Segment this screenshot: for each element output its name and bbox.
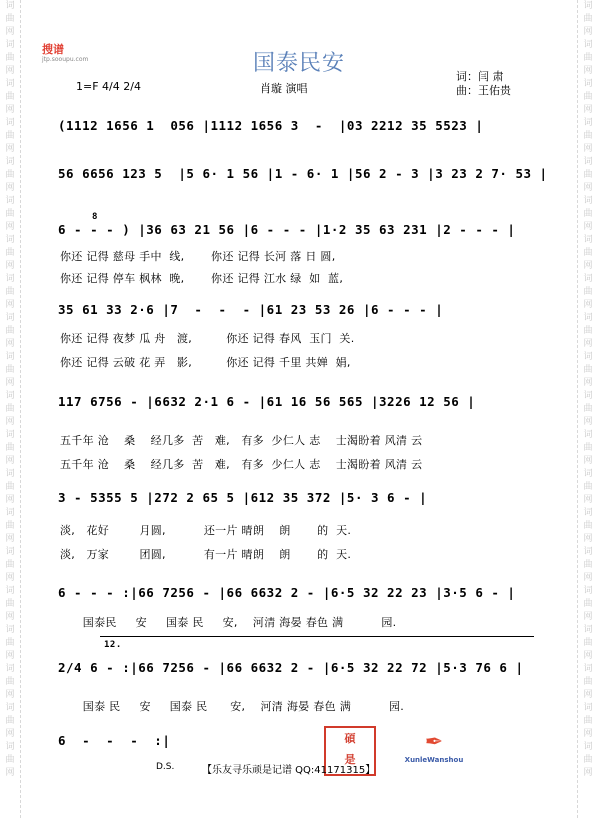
watermark-char: 曲 bbox=[583, 716, 593, 726]
watermark-char: 曲 bbox=[583, 287, 593, 297]
watermark-char: 网 bbox=[583, 729, 593, 739]
score-line-8: 2/4 6 - :|66 7256 - |66 6632 2 - |6·5 32 22 72 |5·3 76 6 | bbox=[58, 660, 524, 675]
ds-mark: D.S. bbox=[156, 762, 175, 772]
watermark-char: 词 bbox=[583, 508, 593, 518]
score-line-9: 6 - - - :| bbox=[58, 733, 171, 748]
watermark-char: 曲 bbox=[583, 404, 593, 414]
score-line-7: 6 - - - :|66 7256 - |66 6632 2 - |6·5 32 22 23 |3·5 6 - | bbox=[58, 585, 516, 600]
score-line-2: 56 6656 123 5 |5 6· 1 56 |1 - 6· 1 |56 2 - 3 |3 23 2 7· 53 | bbox=[58, 166, 548, 181]
watermark-char: 网 bbox=[5, 612, 15, 622]
watermark-char: 曲 bbox=[5, 92, 15, 102]
composer: 曲：王佑贵 bbox=[456, 84, 511, 97]
watermark-char: 词 bbox=[583, 118, 593, 128]
site-logo-url: jtp.sooupu.com bbox=[42, 56, 89, 63]
watermark-left bbox=[0, 0, 21, 818]
watermark-right bbox=[577, 0, 598, 818]
watermark-char: 网 bbox=[5, 456, 15, 466]
watermark-char: 词 bbox=[5, 625, 15, 635]
watermark-char: 网 bbox=[5, 66, 15, 76]
footer-credit: 【乐友寻乐顽是记谱 QQ:41171315】 bbox=[202, 765, 376, 776]
watermark-char: 网 bbox=[583, 183, 593, 193]
watermark-char: 网 bbox=[583, 66, 593, 76]
watermark-char: 词 bbox=[583, 313, 593, 323]
watermark-char: 网 bbox=[583, 27, 593, 37]
score-line-4: 35 61 33 2·6 |7 - - - |61 23 53 26 |6 - - - | bbox=[58, 302, 444, 317]
watermark-char: 曲 bbox=[583, 92, 593, 102]
watermark-char: 曲 bbox=[583, 170, 593, 180]
watermark-char: 网 bbox=[583, 300, 593, 310]
watermark-char: 曲 bbox=[583, 443, 593, 453]
brand-logo-text: XunleWanshou bbox=[404, 756, 464, 764]
watermark-char: 网 bbox=[583, 339, 593, 349]
watermark-char: 词 bbox=[5, 430, 15, 440]
watermark-char: 曲 bbox=[583, 560, 593, 570]
watermark-char: 词 bbox=[5, 352, 15, 362]
singer: 肖璇 演唱 bbox=[260, 82, 308, 95]
seal-line-2: 是 bbox=[344, 753, 356, 766]
watermark-char: 词 bbox=[583, 547, 593, 557]
watermark-char: 曲 bbox=[583, 638, 593, 648]
watermark-char: 网 bbox=[583, 495, 593, 505]
brand-logo bbox=[402, 730, 466, 770]
watermark-char: 词 bbox=[5, 118, 15, 128]
watermark-char: 词 bbox=[583, 469, 593, 479]
watermark-char: 网 bbox=[583, 105, 593, 115]
watermark-char: 网 bbox=[5, 261, 15, 271]
key: 1=F bbox=[76, 80, 99, 93]
score-line-5: 117 6756 - |6632 2·1 6 - |61 16 56 565 |3226 12 56 | bbox=[58, 394, 476, 409]
segno-mark: 8 bbox=[92, 212, 98, 222]
watermark-char: 曲 bbox=[583, 482, 593, 492]
watermark-char: 词 bbox=[583, 391, 593, 401]
watermark-char: 词 bbox=[5, 703, 15, 713]
watermark-char: 词 bbox=[5, 742, 15, 752]
lyric-line-4a: 你还 记得 夜梦 瓜 舟 渡, 你还 记得 春风 玉门 关. bbox=[60, 332, 355, 345]
watermark-char: 词 bbox=[5, 391, 15, 401]
watermark-char: 网 bbox=[583, 144, 593, 154]
watermark-char: 词 bbox=[583, 430, 593, 440]
seal-line-1: 碩 bbox=[344, 732, 356, 745]
watermark-char: 网 bbox=[5, 534, 15, 544]
watermark-char: 曲 bbox=[5, 716, 15, 726]
watermark-char: 词 bbox=[5, 313, 15, 323]
watermark-char: 曲 bbox=[583, 248, 593, 258]
watermark-char: 曲 bbox=[583, 599, 593, 609]
watermark-char: 曲 bbox=[5, 14, 15, 24]
site-logo-text: 搜谱 bbox=[42, 43, 64, 56]
watermark-char: 词 bbox=[583, 79, 593, 89]
lyric-line-3b: 你还 记得 停车 枫林 晚, 你还 记得 江水 绿 如 蓝, bbox=[60, 272, 344, 285]
watermark-char: 词 bbox=[5, 79, 15, 89]
lyricist: 词：闫 肃 bbox=[456, 70, 504, 83]
watermark-char: 曲 bbox=[583, 131, 593, 141]
watermark-char: 网 bbox=[583, 573, 593, 583]
watermark-char: 网 bbox=[583, 768, 593, 778]
quill-icon: ✒ bbox=[424, 730, 444, 755]
time-signature: 4/4 2/4 bbox=[102, 80, 141, 93]
watermark-char: 曲 bbox=[5, 248, 15, 258]
watermark-char: 网 bbox=[5, 651, 15, 661]
watermark-char: 词 bbox=[583, 157, 593, 167]
watermark-char: 曲 bbox=[5, 404, 15, 414]
watermark-char: 曲 bbox=[5, 326, 15, 336]
watermark-char: 网 bbox=[583, 612, 593, 622]
watermark-char: 网 bbox=[5, 339, 15, 349]
watermark-char: 曲 bbox=[583, 14, 593, 24]
watermark-char: 曲 bbox=[5, 638, 15, 648]
watermark-char: 词 bbox=[5, 508, 15, 518]
watermark-char: 网 bbox=[5, 768, 15, 778]
lyric-line-6a: 淡, 花好 月圆, 还一片 晴朗 朗 的 天. bbox=[60, 524, 352, 537]
watermark-char: 网 bbox=[583, 651, 593, 661]
lyric-line-5a: 五千年 沧 桑 经几多 苦 难, 有多 少仁人 志 士渴盼着 风清 云 bbox=[60, 434, 423, 447]
watermark-char: 词 bbox=[5, 196, 15, 206]
lyric-line-7: 国泰民 安 国泰 民 安, 河清 海晏 春色 满 园. bbox=[60, 616, 397, 629]
watermark-char: 曲 bbox=[5, 443, 15, 453]
lyric-line-4b: 你还 记得 云破 花 弄 影, 你还 记得 千里 共婵 娟, bbox=[60, 356, 351, 369]
watermark-char: 词 bbox=[583, 586, 593, 596]
watermark-char: 曲 bbox=[5, 170, 15, 180]
watermark-char: 曲 bbox=[5, 365, 15, 375]
watermark-char: 词 bbox=[5, 664, 15, 674]
watermark-char: 曲 bbox=[5, 755, 15, 765]
lyric-line-5b: 五千年 沧 桑 经几多 苦 难, 有多 少仁人 志 士渴盼着 风清 云 bbox=[60, 458, 423, 471]
lyric-line-3a: 你还 记得 慈母 手中 线, 你还 记得 长河 落 日 圆, bbox=[60, 250, 336, 263]
lyric-line-6b: 淡, 万家 团圆, 有一片 晴朗 朗 的 天. bbox=[60, 548, 352, 561]
credits bbox=[456, 70, 511, 98]
watermark-char: 词 bbox=[5, 274, 15, 284]
watermark-char: 词 bbox=[583, 40, 593, 50]
watermark-char: 网 bbox=[583, 378, 593, 388]
watermark-char: 曲 bbox=[583, 365, 593, 375]
watermark-char: 网 bbox=[583, 456, 593, 466]
watermark-char: 曲 bbox=[583, 209, 593, 219]
watermark-char: 曲 bbox=[5, 521, 15, 531]
watermark-char: 网 bbox=[5, 183, 15, 193]
score-line-1: (1112 1656 1 056 |1112 1656 3 - |03 2212 35 5523 | bbox=[58, 118, 484, 133]
score-line-3: 6 - - - ) |36 63 21 56 |6 - - - |1·2 35 63 231 |2 - - - | bbox=[58, 222, 516, 237]
watermark-char: 曲 bbox=[583, 521, 593, 531]
watermark-char: 网 bbox=[5, 105, 15, 115]
watermark-char: 词 bbox=[583, 274, 593, 284]
watermark-char: 词 bbox=[5, 469, 15, 479]
watermark-char: 词 bbox=[5, 235, 15, 245]
watermark-char: 曲 bbox=[5, 482, 15, 492]
watermark-char: 网 bbox=[5, 690, 15, 700]
watermark-char: 词 bbox=[583, 352, 593, 362]
song-title: 国泰民安 bbox=[252, 51, 345, 76]
watermark-char: 曲 bbox=[5, 53, 15, 63]
watermark-char: 曲 bbox=[583, 677, 593, 687]
score-line-6: 3 - 5355 5 |272 2 65 5 |612 35 372 |5· 3 6 - | bbox=[58, 490, 428, 505]
watermark-char: 词 bbox=[583, 664, 593, 674]
watermark-char: 词 bbox=[583, 742, 593, 752]
watermark-char: 网 bbox=[583, 534, 593, 544]
watermark-char: 曲 bbox=[5, 287, 15, 297]
watermark-char: 曲 bbox=[583, 326, 593, 336]
watermark-char: 词 bbox=[5, 157, 15, 167]
watermark-char: 网 bbox=[5, 495, 15, 505]
lyric-line-8: 国泰 民 安 国泰 民 安, 河清 海晏 春色 满 园. bbox=[60, 700, 405, 713]
watermark-char: 曲 bbox=[583, 755, 593, 765]
watermark-char: 网 bbox=[583, 261, 593, 271]
watermark-char: 曲 bbox=[5, 677, 15, 687]
watermark-char: 网 bbox=[583, 222, 593, 232]
watermark-char: 曲 bbox=[5, 131, 15, 141]
watermark-char: 网 bbox=[5, 378, 15, 388]
watermark-char: 网 bbox=[583, 690, 593, 700]
watermark-char: 词 bbox=[5, 1, 15, 11]
watermark-char: 曲 bbox=[5, 599, 15, 609]
watermark-char: 网 bbox=[5, 222, 15, 232]
watermark-char: 曲 bbox=[5, 209, 15, 219]
watermark-char: 网 bbox=[5, 300, 15, 310]
watermark-char: 词 bbox=[583, 625, 593, 635]
watermark-char: 词 bbox=[583, 196, 593, 206]
watermark-char: 网 bbox=[5, 573, 15, 583]
watermark-char: 词 bbox=[5, 40, 15, 50]
watermark-char: 词 bbox=[583, 703, 593, 713]
watermark-char: 网 bbox=[5, 144, 15, 154]
watermark-char: 词 bbox=[583, 235, 593, 245]
key-signature bbox=[76, 80, 141, 93]
watermark-char: 词 bbox=[5, 547, 15, 557]
watermark-char: 网 bbox=[5, 417, 15, 427]
volta-bracket bbox=[100, 636, 534, 637]
watermark-char: 词 bbox=[583, 1, 593, 11]
watermark-char: 曲 bbox=[583, 53, 593, 63]
volta-mark: 12. bbox=[104, 640, 122, 650]
watermark-char: 网 bbox=[583, 417, 593, 427]
watermark-char: 词 bbox=[5, 586, 15, 596]
watermark-char: 网 bbox=[5, 729, 15, 739]
watermark-char: 网 bbox=[5, 27, 15, 37]
watermark-char: 曲 bbox=[5, 560, 15, 570]
